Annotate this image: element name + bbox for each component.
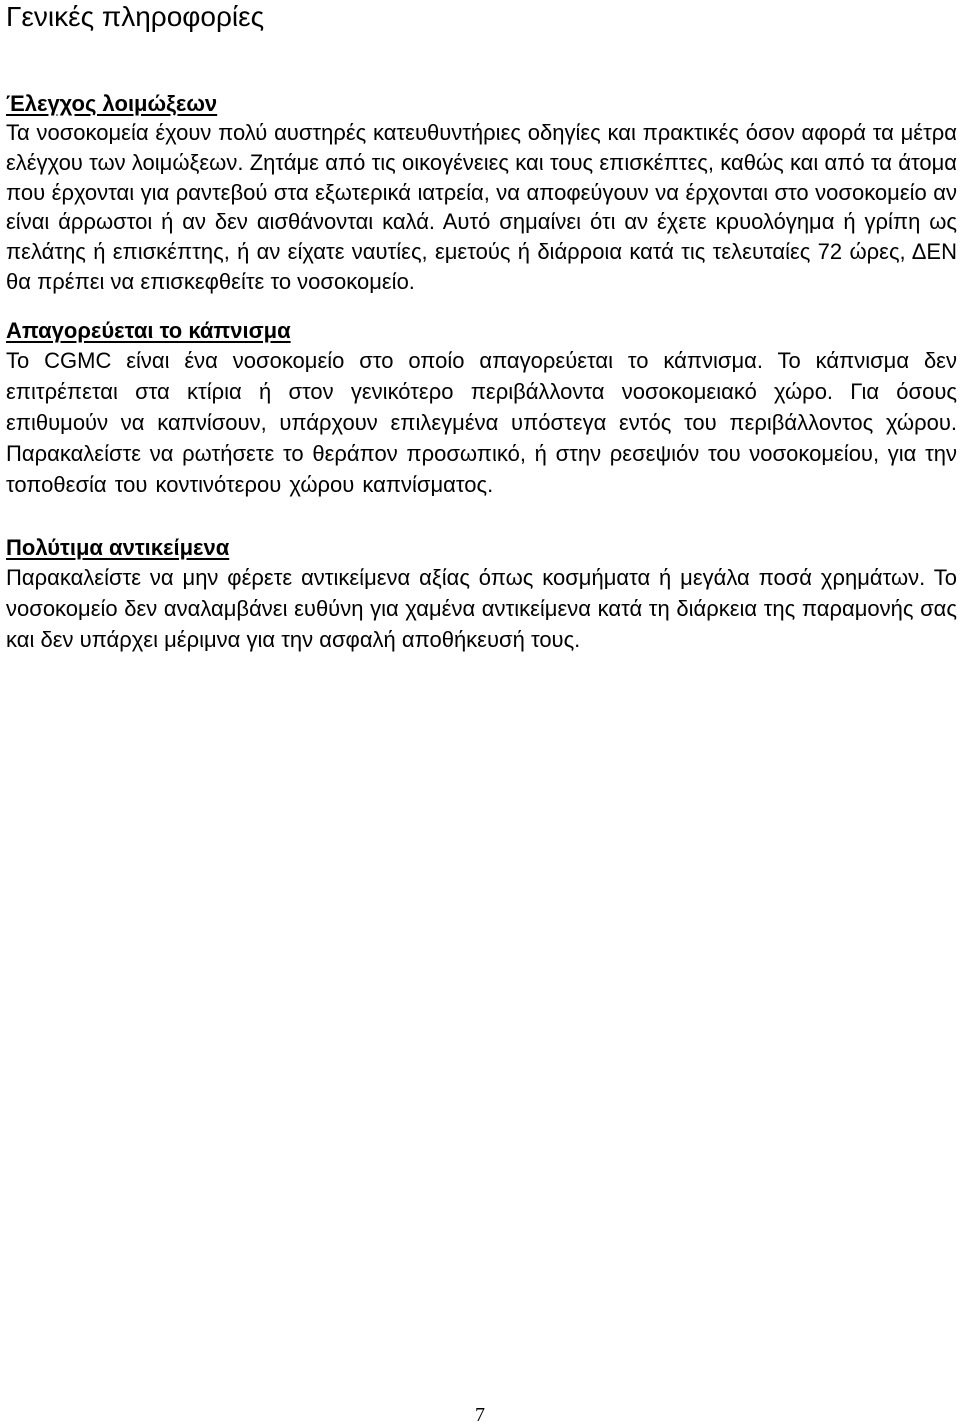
section-body-no-smoking: Το CGMC είναι ένα νοσοκομείο στο οποίο απαγορεύεται το κάπνισμα. Το κάπνισμα δεν επιτρέπεται στα κτίρια ή στον γενικότερο περιβάλλοντα νοσοκομειακό χώρο. Για όσους επιθυμούν να καπνίσουν, υπάρχουν επιλεγμένα υπόστεγα εντός του περιβάλλοντος χώρου. Παρακαλείστε να ρωτήσετε το θεράπον προσωπικό, ή στην ρεσεψιόν του νοσοκομείου, για την τοποθεσία του κοντινότερου χώρου καπνίσματος. [6,347,957,497]
document-page [6,0,957,655]
section-no-smoking [6,317,957,500]
section-body-infection-control: Τα νοσοκομεία έχουν πολύ αυστηρές κατευθυντήριες οδηγίες και πρακτικές όσον αφορά τα μέτρα ελέγχου των λοιμώξεων. Ζητάμε από τις οικογένειες και τους επισκέπτες, καθώς και από τα άτομα που έρχονται για ραντεβού στα εξωτερικά ιατρεία, να αποφεύγουν να έρχονται στο νοσοκομείο αν είναι άρρωστοι ή αν δεν αισθάνονται καλά. Αυτό σημαίνει ότι αν έχετε κρυολόγημα ή γρίπη ως πελάτης ή επισκέπτης, ή αν είχατε ναυτίες, εμετούς ή διάρροια κατά τις τελευταίες 72 ώρες, ΔΕΝ θα πρέπει να επισκεφθείτε το νοσοκομείο. [6,120,957,294]
section-heading-valuables: Πολύτιμα αντικείμενα [6,534,230,560]
page-number: 7 [475,1404,485,1426]
section-valuables [6,534,957,655]
section-infection-control [6,90,957,297]
section-body-valuables: Παρακαλείστε να μην φέρετε αντικείμενα αξίας όπως κοσμήματα ή μεγάλα ποσά χρημάτων. Το νοσοκομείο δεν αναλαμβάνει ευθύνη για χαμένα αντικείμενα κατά τη διάρκεια της παραμονής σας και δεν υπάρχει μέριμνα για την ασφαλή αποθήκευσή τους. [6,564,957,652]
section-heading-infection-control: Έλεγχος λοιμώξεων [6,91,218,116]
section-heading-no-smoking: Απαγορεύεται το κάπνισμα [6,317,291,343]
page-title: Γενικές πληροφορίες [6,1,265,32]
